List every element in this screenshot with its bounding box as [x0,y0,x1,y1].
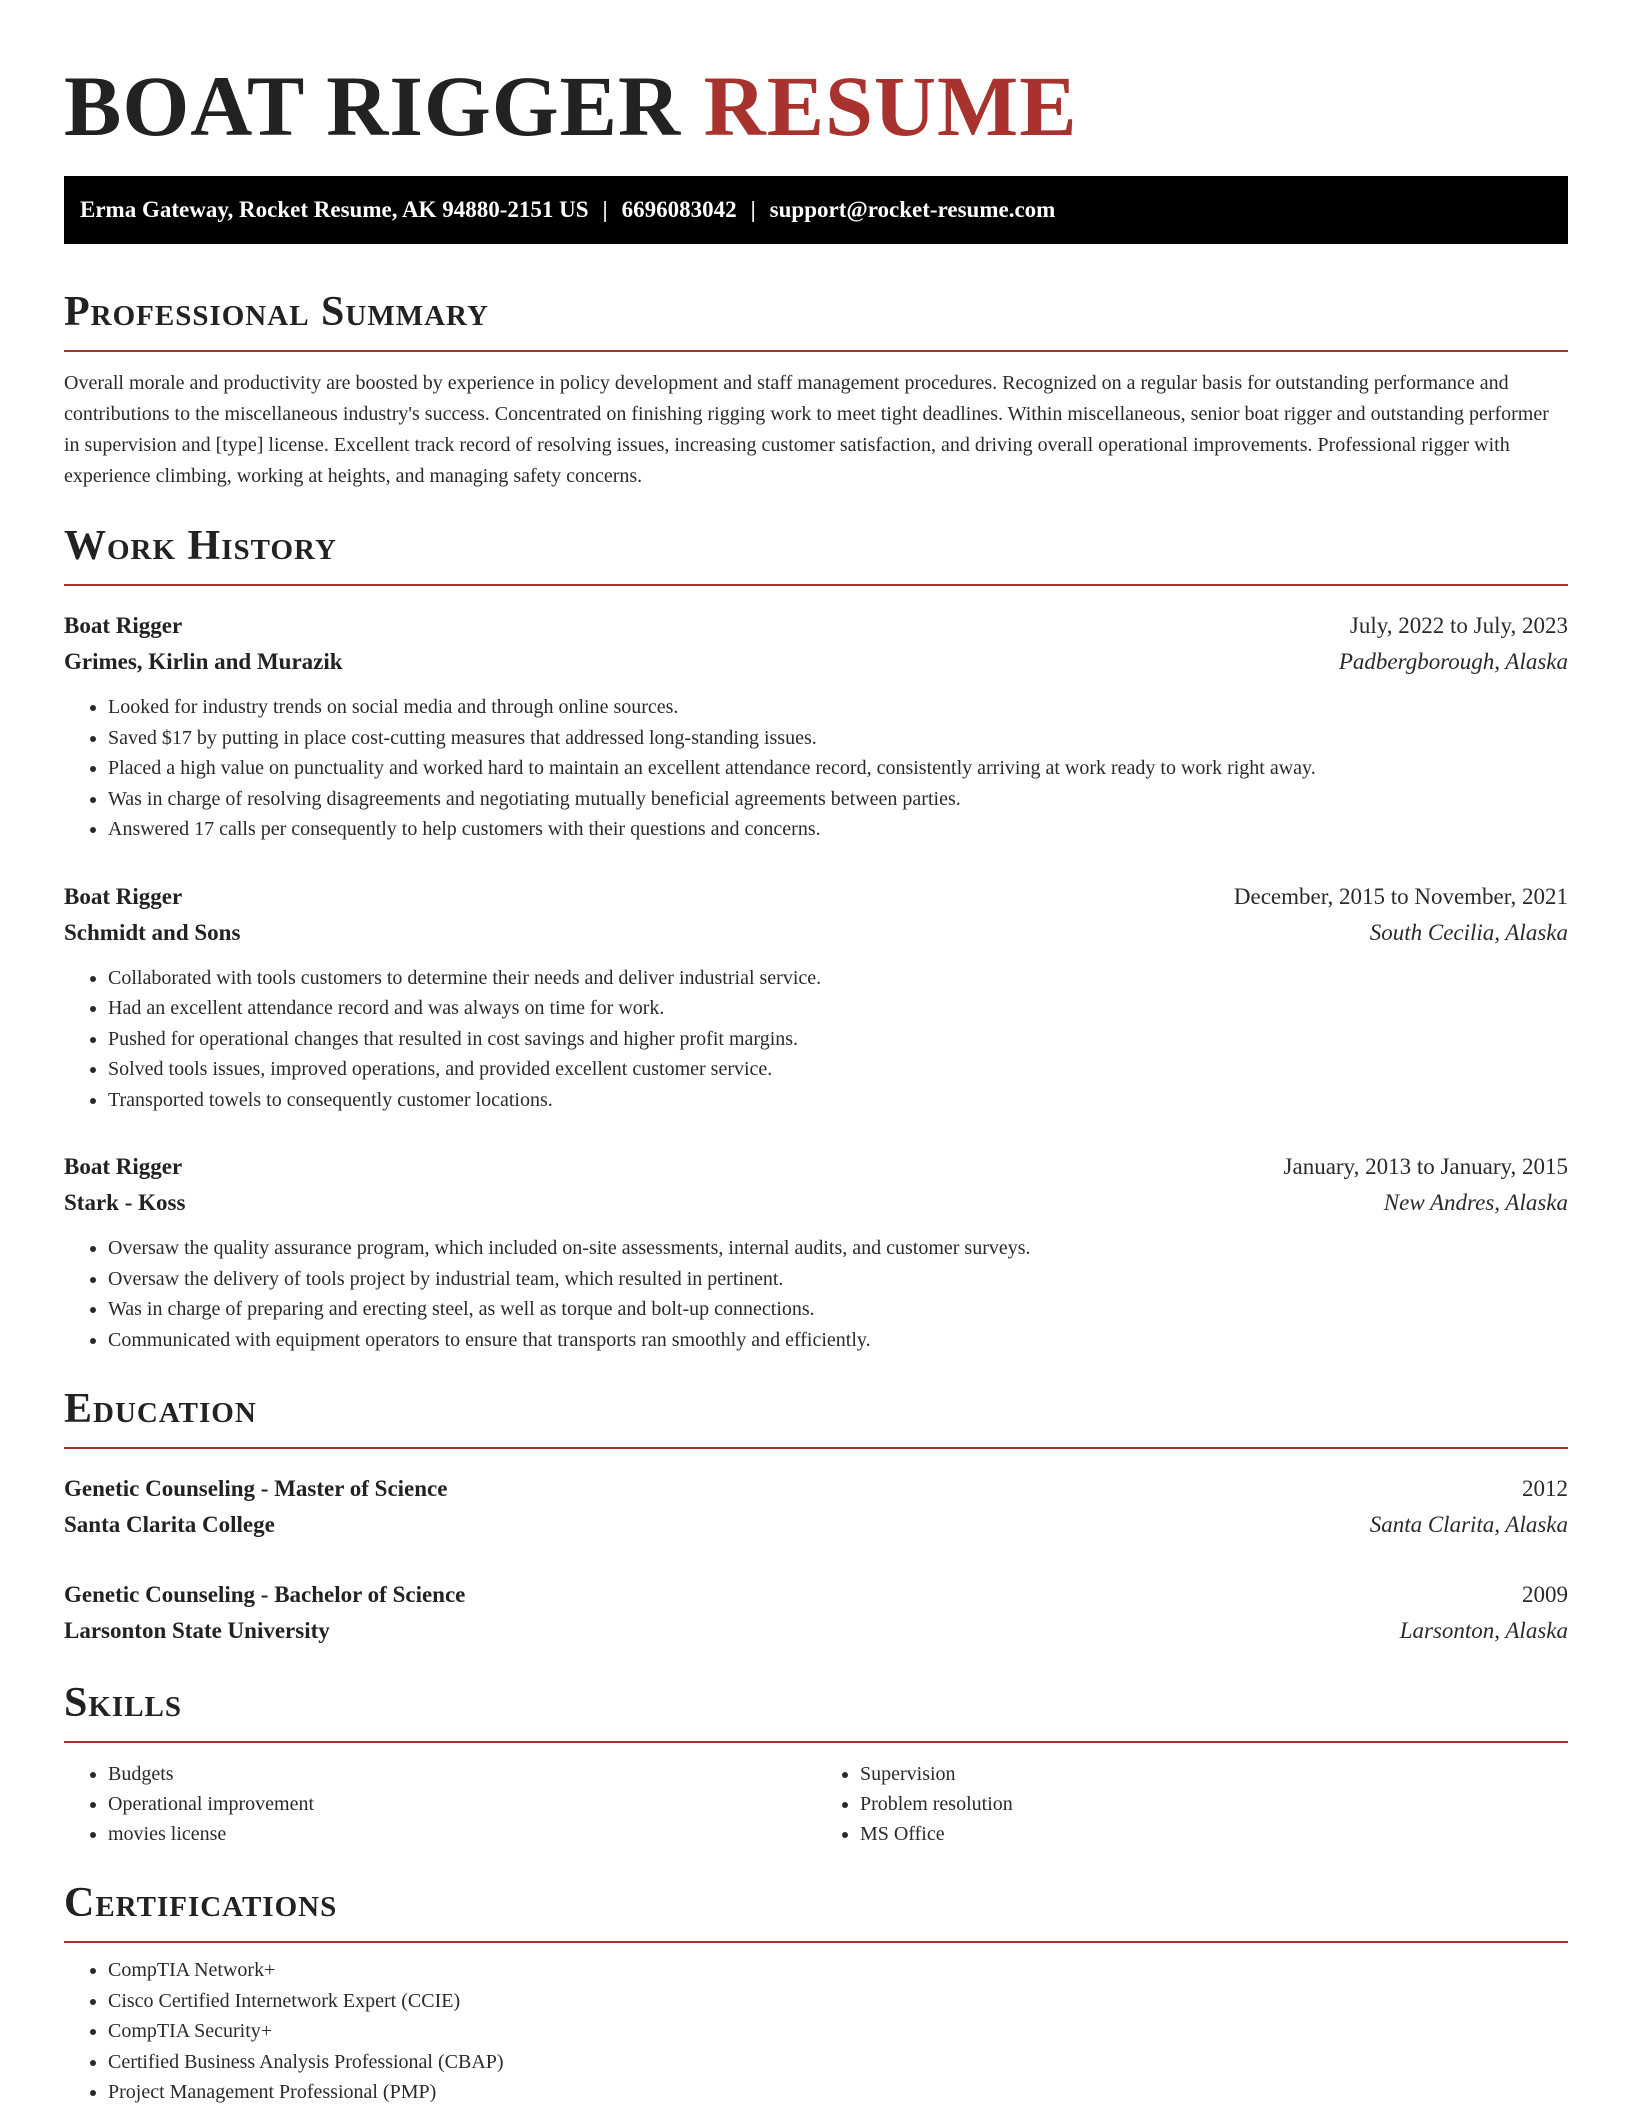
job-header-row [64,879,1568,915]
job-company: Grimes, Kirlin and Murazik [64,649,343,674]
job-bullet: • Communicated with equipment operators to ensure that transports ran smoothly and efficiently. [108,1325,1568,1356]
job-bullet: • Saved $17 by putting in place cost-cutting measures that addressed long-standing issues. [108,723,1568,754]
job-bullets [64,963,1568,1116]
certification-item: • Cisco Certified Internetwork Expert (CCIE) [108,1986,1568,2017]
job-bullet: • Pushed for operational changes that resulted in cost savings and higher profit margins. [108,1024,1568,1055]
job-bullet: • Had an excellent attendance record and was always on time for work. [108,993,1568,1024]
skill-item: • Problem resolution [860,1789,1568,1819]
job-bullet: • Was in charge of resolving disagreements and negotiating mutually beneficial agreements between parties. [108,784,1568,815]
skill-item: • movies license [108,1819,816,1849]
job-company-row [64,1185,1568,1221]
certification-item: • Certified Business Analysis Professional (CBAP) [108,2047,1568,2078]
job-location: South Cecilia, Alaska [1369,919,1568,945]
skill-item: • Budgets [108,1759,816,1789]
skills-columns [64,1759,1568,1849]
education-school-row [64,1613,1568,1649]
job-entry [64,1149,1568,1355]
contact-bar [64,176,1568,244]
contact-address: Erma Gateway, Rocket Resume, AK 94880-2151 US [80,197,589,222]
education-degree-row [64,1471,1568,1507]
contact-email: support@rocket-resume.com [769,197,1056,222]
job-bullets [64,1233,1568,1355]
job-title: Boat Rigger [64,883,183,909]
job-bullet: • Answered 17 calls per consequently to help customers with their questions and concerns. [108,814,1568,845]
job-entry [64,879,1568,1116]
job-location: Padbergborough, Alaska [1338,649,1568,674]
job-bullet: • Placed a high value on punctuality and worked hard to maintain an excellent attendance record, consistently arriving at work ready to work right away. [108,753,1568,784]
education-degree: Genetic Counseling - Bachelor of Science [64,1582,466,1607]
certifications-heading: Certifications [64,1879,1568,1943]
job-bullet: • Looked for industry trends on social media and through online sources. [108,692,1568,723]
job-bullet: • Oversaw the quality assurance program, which included on-site assessments, internal audits, and customer surveys. [108,1233,1568,1264]
skills-section [64,1679,1568,1849]
education-school-row [64,1507,1568,1543]
work-history-heading: Work History [64,522,1568,586]
job-title: Boat Rigger [64,1154,183,1179]
education-entry [64,1471,1568,1543]
contact-separator: | [602,197,608,222]
education-heading: Education [64,1385,1568,1449]
summary-heading: Professional Summary [64,288,1568,352]
job-bullet: • Oversaw the delivery of tools project by industrial team, which resulted in pertinent. [108,1264,1568,1295]
resume-title [64,0,1568,156]
job-dates: January, 2013 to January, 2015 [1283,1154,1568,1179]
job-company-row [64,644,1568,680]
education-location: Santa Clarita, Alaska [1369,1512,1568,1537]
job-header-row [64,1149,1568,1185]
certification-item: • CompTIA Network+ [108,1955,1568,1986]
education-year: 2009 [1522,1582,1568,1607]
job-title: Boat Rigger [64,613,183,638]
job-bullets [64,692,1568,845]
summary-text: Overall morale and productivity are boosted by experience in policy development and staff management procedures. Recognized on a regular basis for outstanding performance and contributions to the miscellaneous industry's success. Concentrated on finishing rigging work to meet tight deadlines. Within miscellaneous, senior boat rigger and outstanding performer in supervision and [type] license. Excellent track record of resolving issues, increasing customer satisfaction, and driving overall operational improvements. Professional rigger with experience climbing, working at heights, and managing safety concerns. [64,372,1549,487]
skill-item: • Supervision [860,1759,1568,1789]
certifications-list [64,1955,1568,2108]
certifications-section [64,1879,1568,2108]
skills-list-right [816,1759,1568,1849]
education-year: 2012 [1522,1476,1568,1501]
job-bullet: • Transported towels to consequently customer locations. [108,1085,1568,1116]
education-location: Larsonton, Alaska [1399,1618,1568,1643]
education-school: Larsonton State University [64,1618,330,1643]
skills-list-left [64,1759,816,1849]
education-school: Santa Clarita College [64,1512,275,1537]
certification-item: • Project Management Professional (PMP) [108,2077,1568,2108]
job-dates: December, 2015 to November, 2021 [1233,883,1568,909]
contact-separator: | [750,197,756,222]
job-location: New Andres, Alaska [1383,1190,1568,1215]
certification-item: • CompTIA Security+ [108,2016,1568,2047]
job-company-row [64,915,1568,951]
education-entry [64,1577,1568,1649]
job-company: Stark - Koss [64,1190,186,1215]
title-main: BOAT RIGGER [64,58,682,154]
skill-item: • MS Office [860,1819,1568,1849]
job-bullet: • Collaborated with tools customers to determine their needs and deliver industrial service. [108,963,1568,994]
summary-section [64,288,1568,492]
skill-item: • Operational improvement [108,1789,816,1819]
job-entry [64,608,1568,845]
job-company: Schmidt and Sons [64,919,241,945]
education-section [64,1385,1568,1649]
title-accent: RESUME [703,58,1078,154]
job-header-row [64,608,1568,644]
job-bullet: • Was in charge of preparing and erecting steel, as well as torque and bolt-up connections. [108,1294,1568,1325]
education-degree-row [64,1577,1568,1613]
education-degree: Genetic Counseling - Master of Science [64,1476,448,1501]
contact-phone: 6696083042 [621,197,737,222]
work-history-section [64,522,1568,1355]
job-bullet: • Solved tools issues, improved operations, and provided excellent customer service. [108,1054,1568,1085]
job-dates: July, 2022 to July, 2023 [1349,613,1568,638]
skills-heading: Skills [64,1679,1568,1743]
